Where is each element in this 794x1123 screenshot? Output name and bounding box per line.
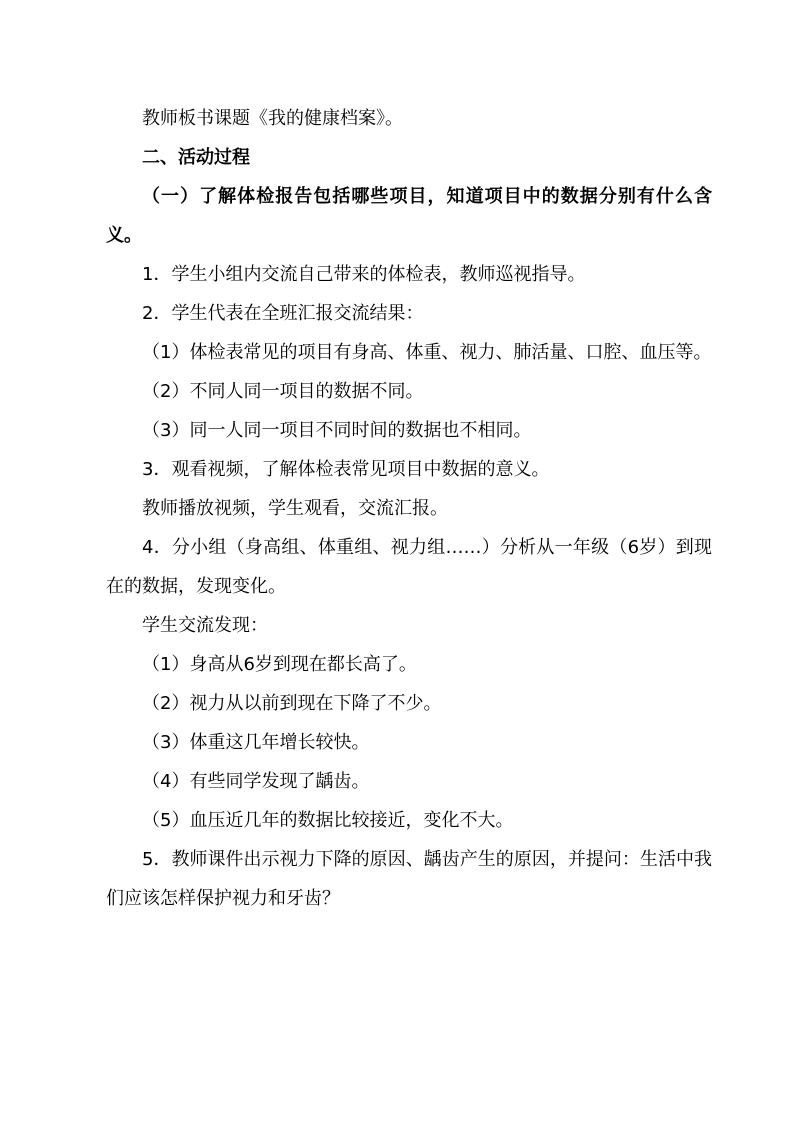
- teacher-action: 教师播放视频，学生观看，交流汇报。: [142, 498, 448, 519]
- step-5: 5．教师课件出示视力下降的原因、龋齿产生的原因，并提问：生活中我们应该怎样保护视力和牙齿？: [106, 849, 712, 909]
- step-2: 2．学生代表在全班汇报交流结果：: [142, 303, 424, 324]
- paragraph-topic: 教师板书课题《我的健康档案》。: [142, 108, 403, 129]
- step-4: 4．分小组（身高组、体重组、视力组……）分析从一年级（6岁）到现在的数据，发现变化。: [106, 537, 712, 597]
- step-3: 3．观看视频，了解体检表常见项目中数据的意义。: [142, 459, 550, 480]
- document-body: [106, 99, 712, 918]
- discovery-2: （2）视力从以前到现在下降了不少。: [142, 693, 442, 714]
- discovery-5: （5）血压近几年的数据比较接近，变化不大。: [142, 810, 514, 831]
- result-1: （1）体检表常见的项目有身高、体重、视力、肺活量、口腔、血压等。: [142, 342, 712, 363]
- result-3: （3）同一人同一项目不同时间的数据也不相同。: [142, 420, 532, 441]
- discovery-intro: 学生交流发现：: [142, 615, 268, 636]
- discovery-4: （4）有些同学发现了龋齿。: [142, 771, 370, 792]
- section-heading: 二、活动过程: [142, 147, 250, 168]
- discovery-3: （3）体重这几年增长较快。: [142, 732, 370, 753]
- subsection-heading: （一）了解体检报告包括哪些项目，知道项目中的数据分别有什么含义。: [106, 186, 712, 246]
- result-2: （2）不同人同一项目的数据不同。: [142, 381, 424, 402]
- step-1: 1．学生小组内交流自己带来的体检表，教师巡视指导。: [142, 264, 586, 285]
- discovery-1: （1）身高从6岁到现在都长高了。: [142, 654, 417, 675]
